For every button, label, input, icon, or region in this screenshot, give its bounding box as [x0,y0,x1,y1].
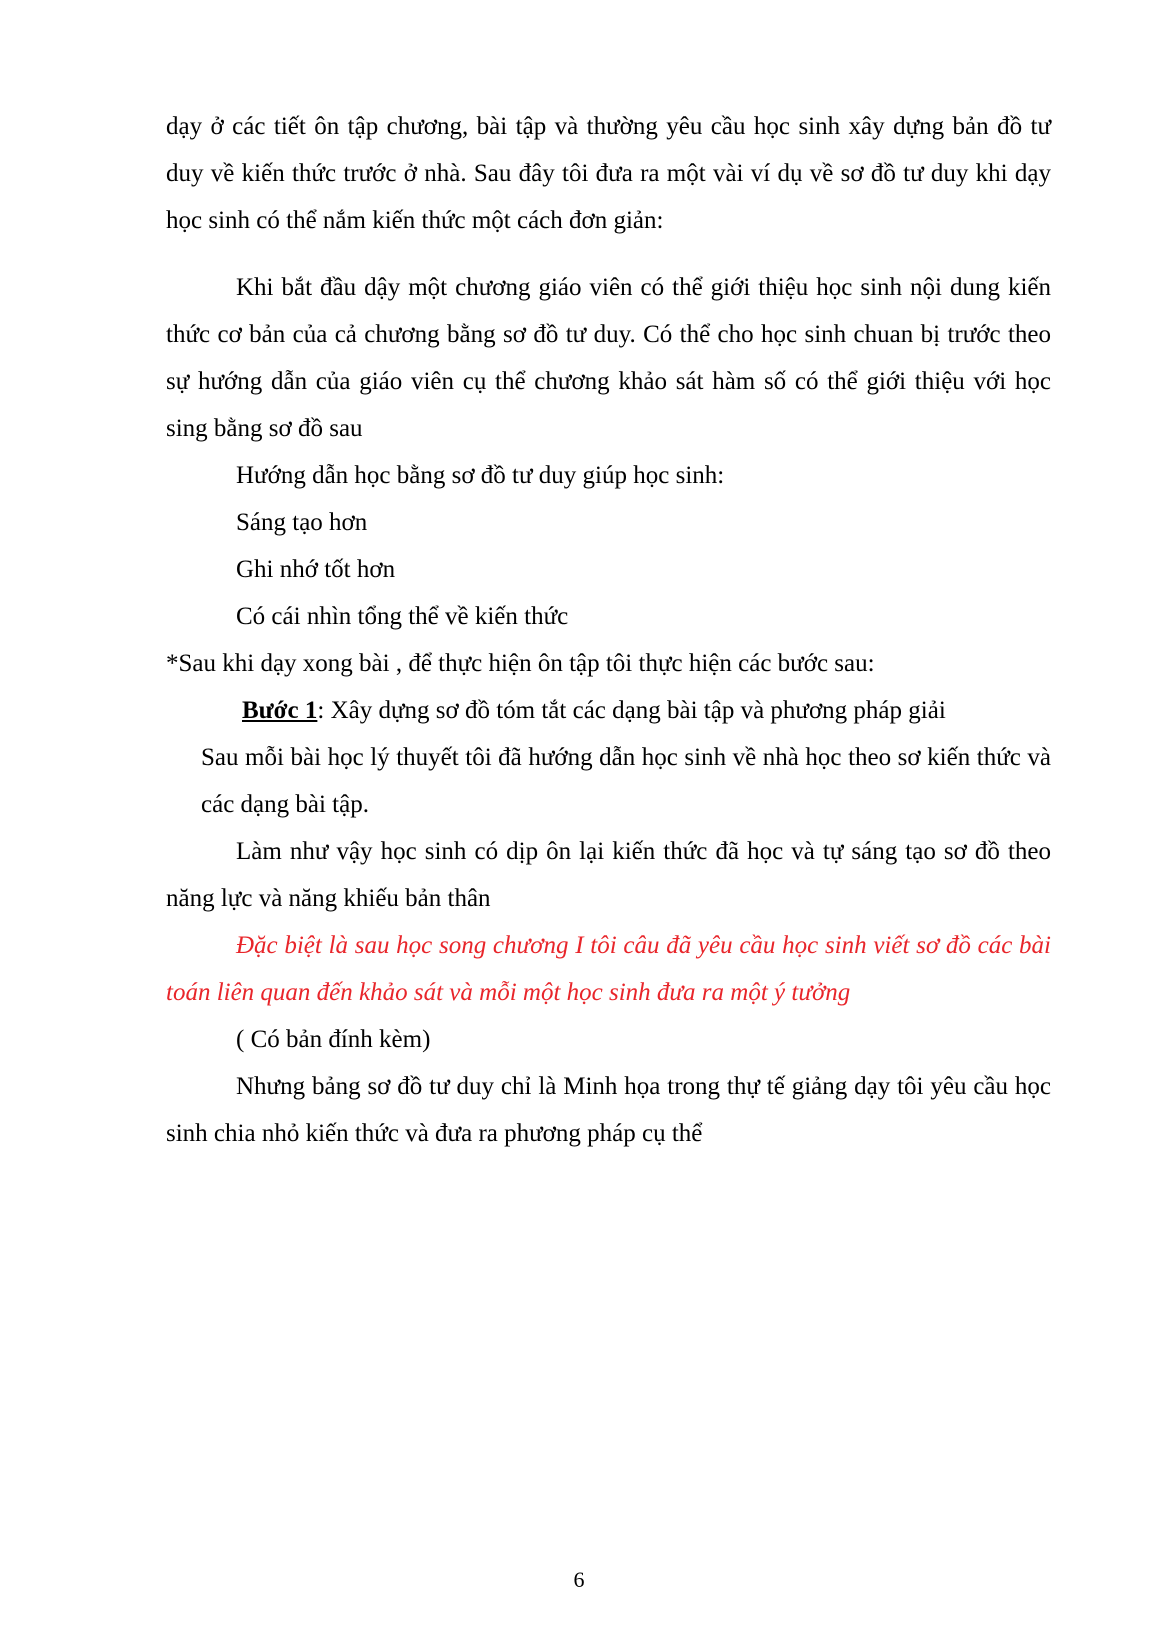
list-item-memory: Ghi nhớ tốt hơn [236,556,396,583]
list-item-creative: Sáng tạo hơn [236,509,368,536]
step-1-label: Bước 1 [242,697,318,724]
paragraph-chapter-intro: Khi bắt đầu dậy một chương giáo viên có thể giới thiệu học sinh nội dung kiến thức cơ bản của cả chương bằng sơ đồ tư duy. Có thể cho học sinh chuan bị trước theo sự hướng dẫn của giáo viên cụ thể chương khảo sát hàm số có thể giới thiệu với học sing bằng sơ đồ sau [166,274,1051,442]
paragraph-review-steps: *Sau khi dạy xong bài , để thực hiện ôn tập tôi thực hiện các bước sau: [166,650,875,677]
document-body [166,103,1051,1157]
paragraph-attachment-note: ( Có bản đính kèm) [236,1026,431,1053]
paragraph-guide-heading: Hướng dẫn học bằng sơ đồ tư duy giúp học sinh: [236,462,725,489]
paragraph-review-knowledge: Làm như vậy học sinh có dịp ôn lại kiến thức đã học và tự sáng tạo sơ đồ theo năng lực và năng khiếu bản thân [166,838,1051,912]
list-item-overview: Có cái nhìn tổng thể về kiến thức [236,603,569,630]
page-number: 6 [573,1567,585,1592]
paragraph-highlighted-note: Đặc biệt là sau học song chương I tôi câu đã yêu cầu học sinh viết sơ đồ các bài toán liên quan đến khảo sát và mỗi một học sinh đưa ra một ý tưởng [166,932,1051,1006]
step-1-text: : Xây dựng sơ đồ tóm tắt các dạng bài tập và phương pháp giải [317,697,946,724]
step-1-heading [166,687,1051,734]
paragraph-intro: dạy ở các tiết ôn tập chương, bài tập và thường yêu cầu học sinh xây dựng bản đồ tư duy về kiến thức trước ở nhà. Sau đây tôi đưa ra một vài ví dụ về sơ đồ tư duy khi dạy học sinh có thể nắm kiến thức một cách đơn giản: [166,113,1051,234]
paragraph-after-lesson: Sau mỗi bài học lý thuyết tôi đã hướng dẫn học sinh về nhà học theo sơ kiến thức và các dạng bài tập. [201,744,1051,818]
paragraph-conclusion: Nhưng bảng sơ đồ tư duy chỉ là Minh họa trong thự tế giảng dạy tôi yêu cầu học sinh chia nhỏ kiến thức và đưa ra phương pháp cụ thể [166,1073,1051,1147]
